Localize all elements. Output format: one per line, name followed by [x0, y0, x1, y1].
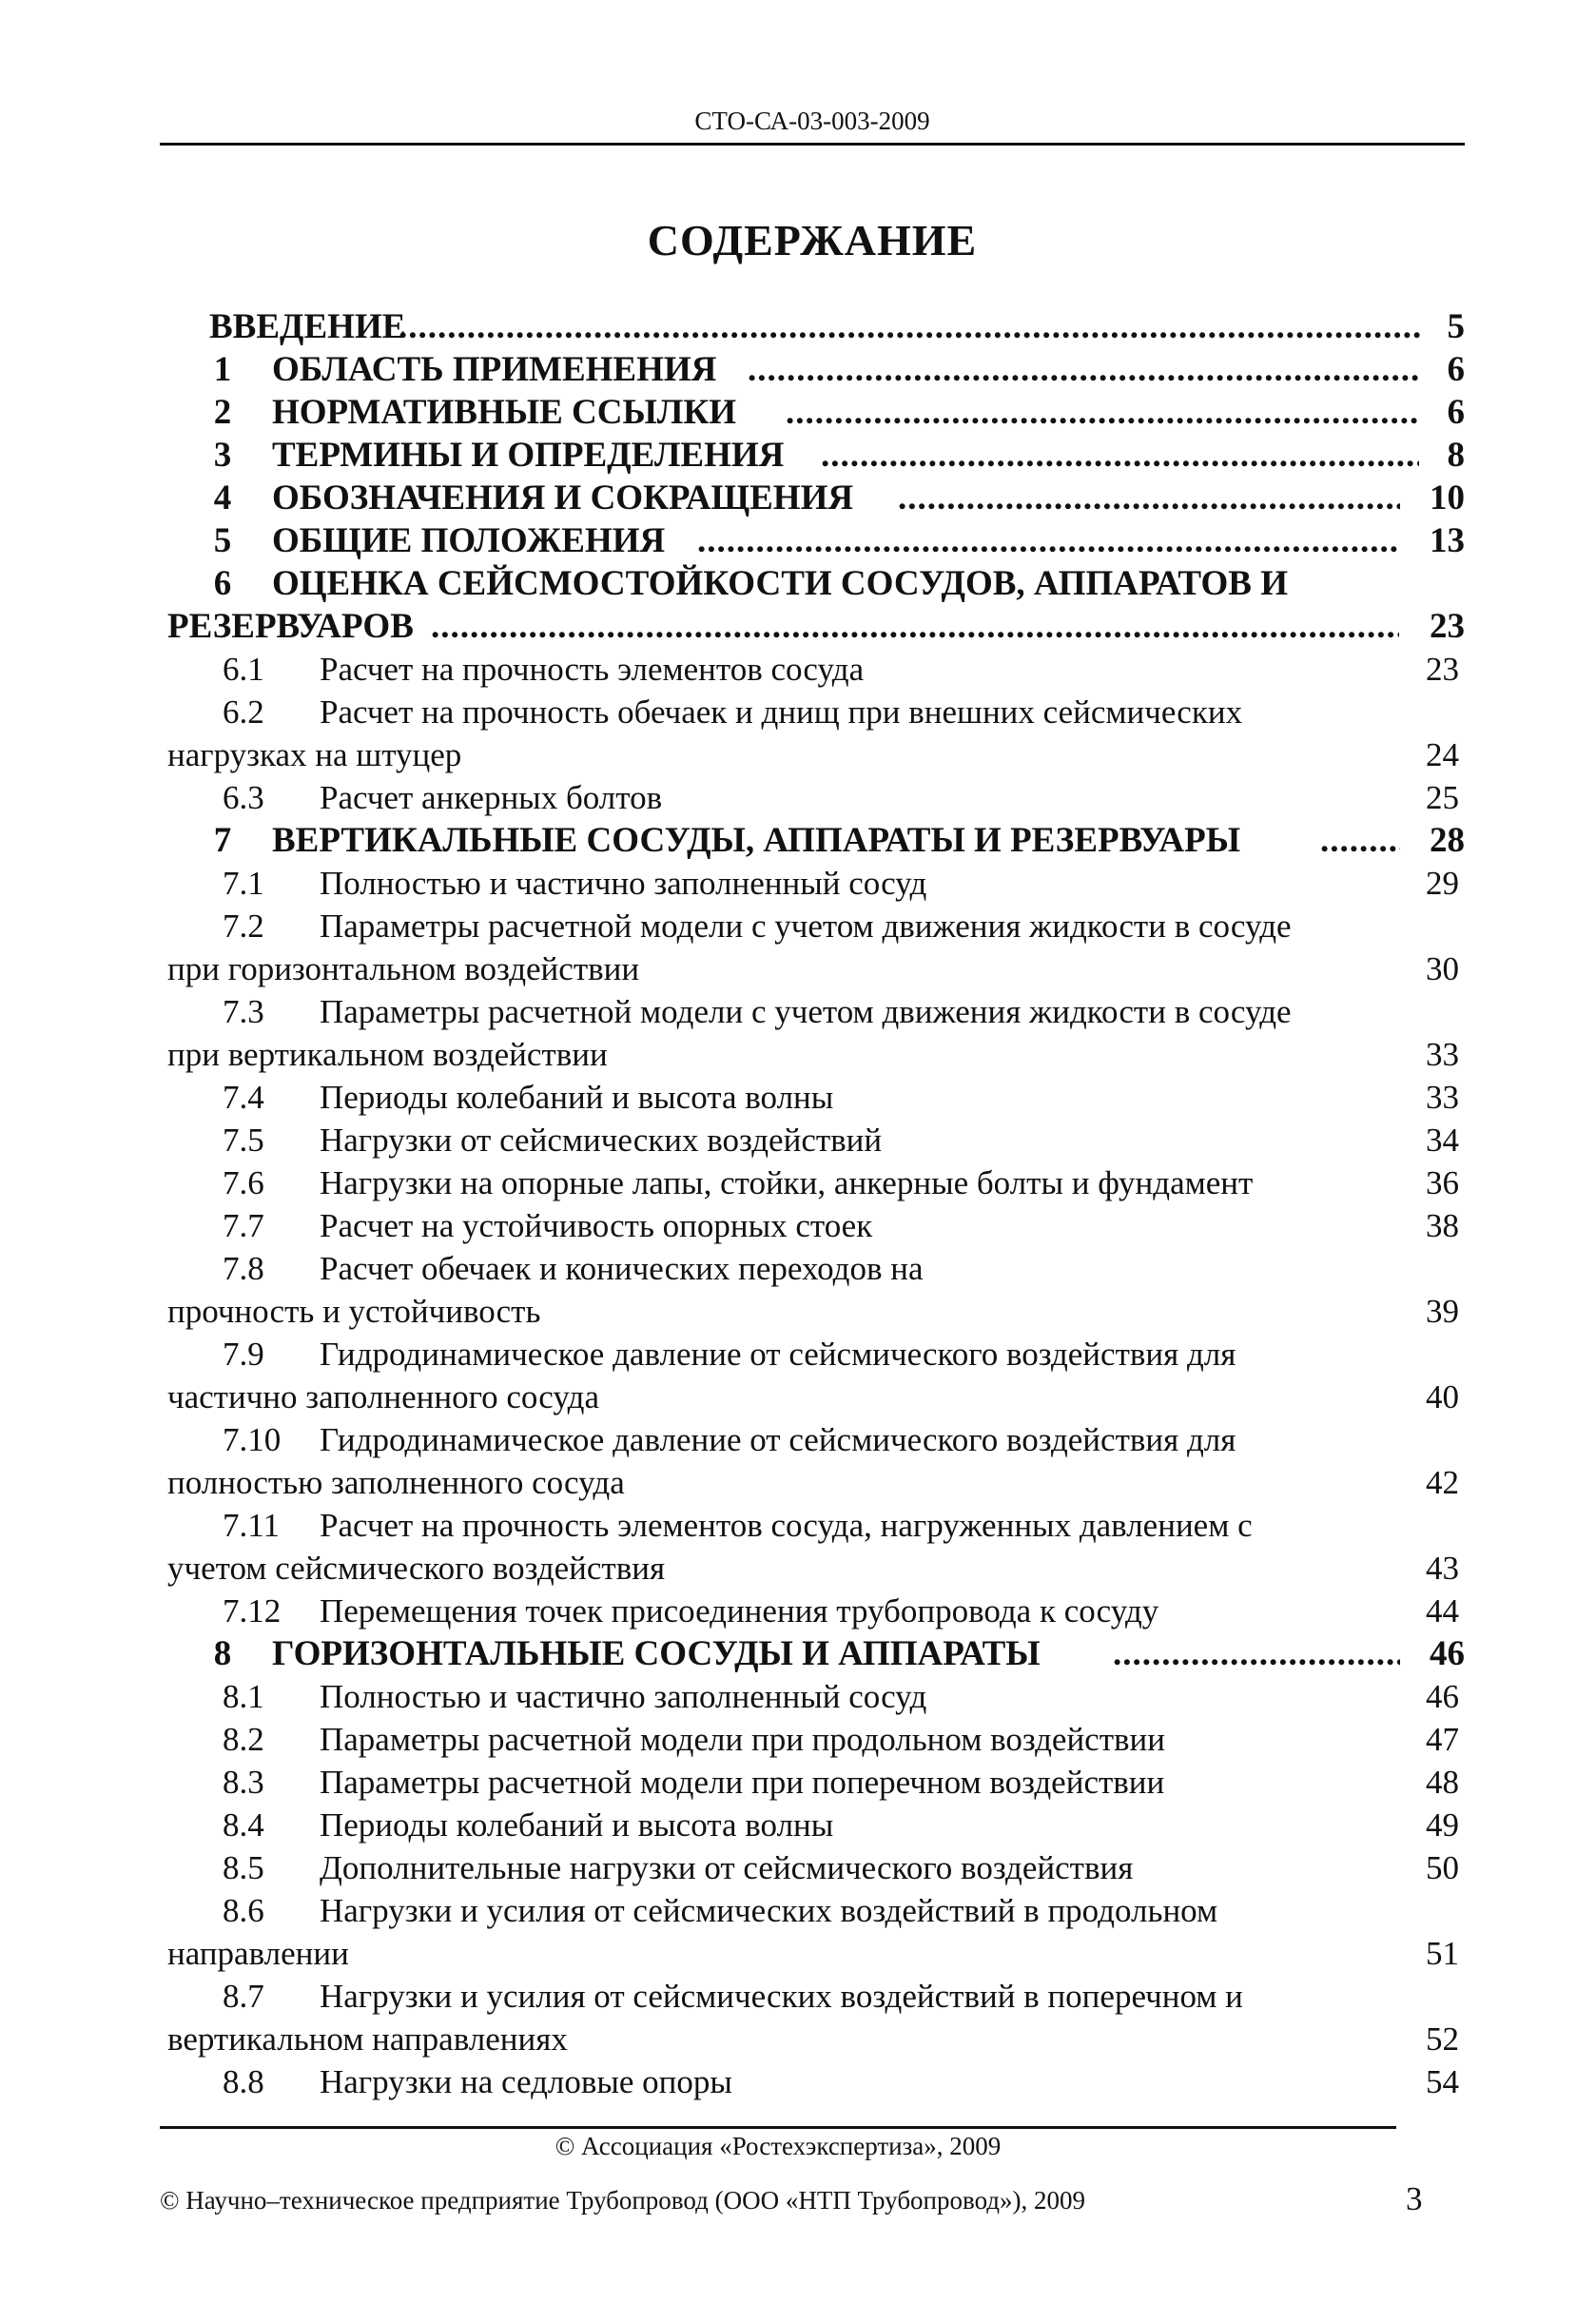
toc-entry-7-12[interactable] — [160, 1590, 1465, 1632]
toc-entry-6-2-continuation[interactable] — [160, 733, 1465, 776]
toc-entry-number: 7.5 — [223, 1122, 264, 1159]
toc-entry-number: 1 — [213, 350, 232, 389]
toc-entry-page: 33 — [1426, 1036, 1459, 1073]
toc-entry-text: Расчет на прочность элементов сосуда, нагруженных давлением с — [320, 1507, 1253, 1544]
toc-entry-6-1[interactable] — [160, 648, 1465, 691]
toc-entry-page: 13 — [1430, 521, 1465, 560]
toc-entry-page: 46 — [1430, 1634, 1465, 1673]
toc-entry-text: Дополнительные нагрузки от сейсмического воздействия — [320, 1849, 1134, 1886]
toc-entry-page: 5 — [1447, 307, 1465, 346]
header-rule — [160, 143, 1465, 146]
toc-entry-7-5[interactable] — [160, 1119, 1465, 1161]
toc-entry-text: Перемещения точек присоединения трубопровода к сосуду — [320, 1592, 1159, 1630]
toc-entry-8-1[interactable] — [160, 1675, 1465, 1718]
toc-entry-page: 25 — [1426, 779, 1459, 816]
toc-entry-text-wrap: учетом сейсмического воздействия — [167, 1550, 666, 1587]
toc-entry-7-2-continuation[interactable] — [160, 947, 1465, 990]
toc-entry-number: 7.6 — [223, 1164, 264, 1201]
toc-entry-page: 39 — [1426, 1293, 1459, 1330]
toc-entry-page: 36 — [1426, 1164, 1459, 1201]
toc-entry-text: Полностью и частично заполненный сосуд — [320, 1678, 927, 1715]
toc-entry-7-10-continuation[interactable] — [160, 1461, 1465, 1504]
toc-entry-text: Параметры расчетной модели при поперечном воздействии — [320, 1764, 1165, 1801]
toc-entry-6-2[interactable] — [160, 691, 1465, 733]
dot-leader — [431, 605, 1399, 648]
toc-entry-text: Полностью и частично заполненный сосуд — [320, 865, 927, 902]
toc-entry-page: 6 — [1447, 393, 1465, 432]
toc-entry-page: 40 — [1426, 1378, 1459, 1415]
toc-entry-number: 6 — [213, 564, 232, 603]
toc-entry-text: Параметры расчетной модели с учетом движения жидкости в сосуде — [320, 908, 1292, 945]
toc-entry-text: Расчет обечаек и конических переходов на — [320, 1250, 924, 1287]
toc-entry-page: 23 — [1426, 651, 1459, 688]
toc-entry-text-wrap: РЕЗЕРВУАРОВ — [167, 607, 414, 646]
toc-entry-text-wrap: при горизонтальном воздействии — [167, 950, 640, 987]
toc-entry-page: 47 — [1426, 1721, 1459, 1758]
toc-entry-number: 8.7 — [223, 1978, 264, 2015]
toc-entry-7-9[interactable] — [160, 1333, 1465, 1376]
toc-entry-text-wrap: полностью заполненного сосуда — [167, 1464, 625, 1501]
toc-entry-text: НОРМАТИВНЫЕ ССЫЛКИ — [272, 393, 736, 432]
toc-entry-page: 52 — [1426, 2020, 1459, 2058]
toc-entry-number: 7.8 — [223, 1250, 264, 1287]
toc-entry-8-8[interactable] — [160, 2060, 1465, 2103]
toc-entry-text: Нагрузки и усилия от сейсмических воздействий в поперечном и — [320, 1978, 1243, 2015]
toc-entry-8-2[interactable] — [160, 1718, 1465, 1761]
toc-entry-number: 3 — [213, 436, 232, 475]
toc-entry-page: 28 — [1430, 821, 1465, 860]
toc-entry-page: 30 — [1426, 950, 1459, 987]
toc-entry-text-wrap: нагрузках на штуцер — [167, 736, 462, 773]
toc-entry-number: 7.9 — [223, 1336, 264, 1373]
toc-entry-page: 43 — [1426, 1550, 1459, 1587]
toc-entry-page: 10 — [1430, 478, 1465, 517]
toc-entry-text: Параметры расчетной модели с учетом движения жидкости в сосуде — [320, 993, 1292, 1030]
toc-entry-text-wrap: прочность и устойчивость — [167, 1293, 541, 1330]
toc-entry-number: 8.8 — [223, 2063, 264, 2100]
toc-entry-text: ОБЛАСТЬ ПРИМЕНЕНИЯ — [272, 350, 717, 389]
toc-entry-7-6[interactable] — [160, 1161, 1465, 1204]
toc-entry-8-5[interactable] — [160, 1846, 1465, 1889]
toc-entry-number: 7 — [213, 821, 232, 860]
toc-entry-text: ОЦЕНКА СЕЙСМОСТОЙКОСТИ СОСУДОВ, АППАРАТОВ И — [272, 564, 1289, 603]
toc-entry-7-7[interactable] — [160, 1204, 1465, 1247]
dot-leader — [1320, 819, 1400, 862]
toc-entry-7-9-continuation[interactable] — [160, 1376, 1465, 1418]
dot-leader — [697, 519, 1400, 562]
toc-entry-6-continuation[interactable] — [160, 605, 1465, 648]
toc-entry-number: 8.1 — [223, 1678, 264, 1715]
toc-entry-number: 7.1 — [223, 865, 264, 902]
toc-entry-7-8-continuation[interactable] — [160, 1290, 1465, 1333]
toc-entry-text: Параметры расчетной модели при продольном воздействии — [320, 1721, 1165, 1758]
toc-entry-page: 42 — [1426, 1464, 1459, 1501]
toc-entry-8-6-continuation[interactable] — [160, 1932, 1465, 1975]
toc-entry-7-8[interactable] — [160, 1247, 1465, 1290]
toc-entry-7-3[interactable] — [160, 990, 1465, 1033]
toc-entry-number: 8.5 — [223, 1849, 264, 1886]
toc-entry-number: 7.3 — [223, 993, 264, 1030]
toc-entry-number: 8 — [213, 1634, 232, 1673]
table-of-contents — [160, 305, 1465, 2103]
toc-entry-number: 7.10 — [223, 1421, 282, 1458]
toc-entry-7-1[interactable] — [160, 862, 1465, 905]
toc-entry-text: Расчет анкерных болтов — [320, 779, 663, 816]
toc-entry-4[interactable] — [160, 477, 1465, 519]
toc-entry-5[interactable] — [160, 519, 1465, 562]
dot-leader — [786, 391, 1419, 434]
toc-entry-page: 51 — [1426, 1935, 1459, 1972]
toc-entry-page: 6 — [1447, 350, 1465, 389]
toc-entry-8-4[interactable] — [160, 1804, 1465, 1846]
toc-entry-number: 8.6 — [223, 1892, 264, 1929]
toc-entry-text: Расчет на прочность элементов сосуда — [320, 651, 865, 688]
toc-entry-text: Гидродинамическое давление от сейсмического воздействия для — [320, 1421, 1236, 1458]
toc-entry-page: 49 — [1426, 1806, 1459, 1844]
toc-entry-text: ВВЕДЕНИЕ — [209, 307, 406, 346]
toc-entry-text: ТЕРМИНЫ И ОПРЕДЕЛЕНИЯ — [272, 436, 785, 475]
dot-leader — [821, 434, 1419, 477]
toc-entry-6-3[interactable] — [160, 776, 1465, 819]
toc-entry-page: 54 — [1426, 2063, 1459, 2100]
toc-entry-number: 6.1 — [223, 651, 264, 688]
toc-entry-page: 46 — [1426, 1678, 1459, 1715]
toc-entry-number: 7.2 — [223, 908, 264, 945]
toc-entry-number: 6.3 — [223, 779, 264, 816]
toc-entry-text: Гидродинамическое давление от сейсмического воздействия для — [320, 1336, 1236, 1373]
toc-entry-7-11-continuation[interactable] — [160, 1547, 1465, 1590]
toc-entry-page: 33 — [1426, 1079, 1459, 1116]
toc-entry-text: Нагрузки на седловые опоры — [320, 2063, 732, 2100]
toc-entry-text: Нагрузки и усилия от сейсмических воздействий в продольном — [320, 1892, 1218, 1929]
dot-leader — [898, 477, 1400, 519]
dot-leader — [748, 348, 1419, 391]
footer-copyright-association: © Ассоциация «Ростехэкспертиза», 2009 — [555, 2132, 1002, 2160]
toc-entry-text: Расчет на устойчивость опорных стоек — [320, 1207, 873, 1244]
toc-entry-1[interactable] — [160, 348, 1465, 391]
toc-entry-8-6[interactable] — [160, 1889, 1465, 1932]
toc-entry-6[interactable] — [160, 562, 1465, 605]
toc-entry-number: 4 — [213, 478, 232, 517]
toc-entry-text: Нагрузки на опорные лапы, стойки, анкерные болты и фундамент — [320, 1164, 1254, 1201]
toc-entry-number: 2 — [213, 393, 232, 432]
toc-entry-page: 44 — [1426, 1592, 1459, 1630]
toc-entry-page: 38 — [1426, 1207, 1459, 1244]
toc-entry-7[interactable] — [160, 819, 1465, 862]
toc-entry-page: 24 — [1426, 736, 1459, 773]
dot-leader — [399, 305, 1421, 348]
toc-entry-number: 7.7 — [223, 1207, 264, 1244]
toc-entry-number: 5 — [213, 521, 232, 560]
toc-entry-3[interactable] — [160, 434, 1465, 477]
toc-entry-8-3[interactable] — [160, 1761, 1465, 1804]
document-code-header: СТО-СА-03-003-2009 — [694, 107, 930, 135]
toc-entry-page: 34 — [1426, 1122, 1459, 1159]
toc-entry-number: 8.2 — [223, 1721, 264, 1758]
page-title: СОДЕРЖАНИЕ — [647, 216, 978, 264]
toc-entry-page: 8 — [1447, 436, 1465, 475]
toc-entry-text: Расчет на прочность обечаек и днищ при внешних сейсмических — [320, 693, 1243, 731]
toc-entry-text: Периоды колебаний и высота волны — [320, 1079, 834, 1116]
toc-entry-8[interactable] — [160, 1632, 1465, 1675]
toc-entry-7-11[interactable] — [160, 1504, 1465, 1547]
toc-entry-7-2[interactable] — [160, 905, 1465, 947]
toc-entry-text: Нагрузки от сейсмических воздействий — [320, 1122, 883, 1159]
toc-entry-page: 50 — [1426, 1849, 1459, 1886]
toc-entry-number: 7.12 — [223, 1592, 282, 1630]
toc-entry-number: 6.2 — [223, 693, 264, 731]
toc-entry-7-3-continuation[interactable] — [160, 1033, 1465, 1076]
toc-entry-7-4[interactable] — [160, 1076, 1465, 1119]
toc-entry-7-10[interactable] — [160, 1418, 1465, 1461]
toc-entry-text: ОБЩИЕ ПОЛОЖЕНИЯ — [272, 521, 666, 560]
toc-entry-page: 48 — [1426, 1764, 1459, 1801]
toc-entry-text: ВЕРТИКАЛЬНЫЕ СОСУДЫ, АППАРАТЫ И РЕЗЕРВУАРЫ — [272, 821, 1241, 860]
footer-copyright-company: © Научно–техническое предприятие Трубопровод (ООО «НТП Трубопровод»), 2009 — [160, 2186, 1086, 2215]
toc-entry-text-wrap: направлении — [167, 1935, 349, 1972]
toc-entry-text: Периоды колебаний и высота волны — [320, 1806, 834, 1844]
toc-entry-2[interactable] — [160, 391, 1465, 434]
toc-entry-page: 23 — [1430, 607, 1465, 646]
toc-entry-number: 8.4 — [223, 1806, 264, 1844]
toc-entry-text-wrap: при вертикальном воздействии — [167, 1036, 608, 1073]
toc-entry-number: 7.11 — [223, 1507, 280, 1544]
toc-entry-number: 7.4 — [223, 1079, 264, 1116]
footer-rule — [160, 2126, 1396, 2129]
toc-entry-text: ГОРИЗОНТАЛЬНЫЕ СОСУДЫ И АППАРАТЫ — [272, 1634, 1041, 1673]
toc-entry-intro[interactable] — [160, 305, 1465, 348]
toc-entry-page: 29 — [1426, 865, 1459, 902]
toc-entry-text-wrap: вертикальном направлениях — [167, 2020, 568, 2058]
toc-entry-number: 8.3 — [223, 1764, 264, 1801]
page-number: 3 — [1406, 2180, 1423, 2217]
toc-entry-8-7[interactable] — [160, 1975, 1465, 2018]
dot-leader — [1113, 1632, 1400, 1675]
toc-entry-text: ОБОЗНАЧЕНИЯ И СОКРАЩЕНИЯ — [272, 478, 854, 517]
toc-entry-8-7-continuation[interactable] — [160, 2018, 1465, 2060]
toc-entry-text-wrap: частично заполненного сосуда — [167, 1378, 599, 1415]
